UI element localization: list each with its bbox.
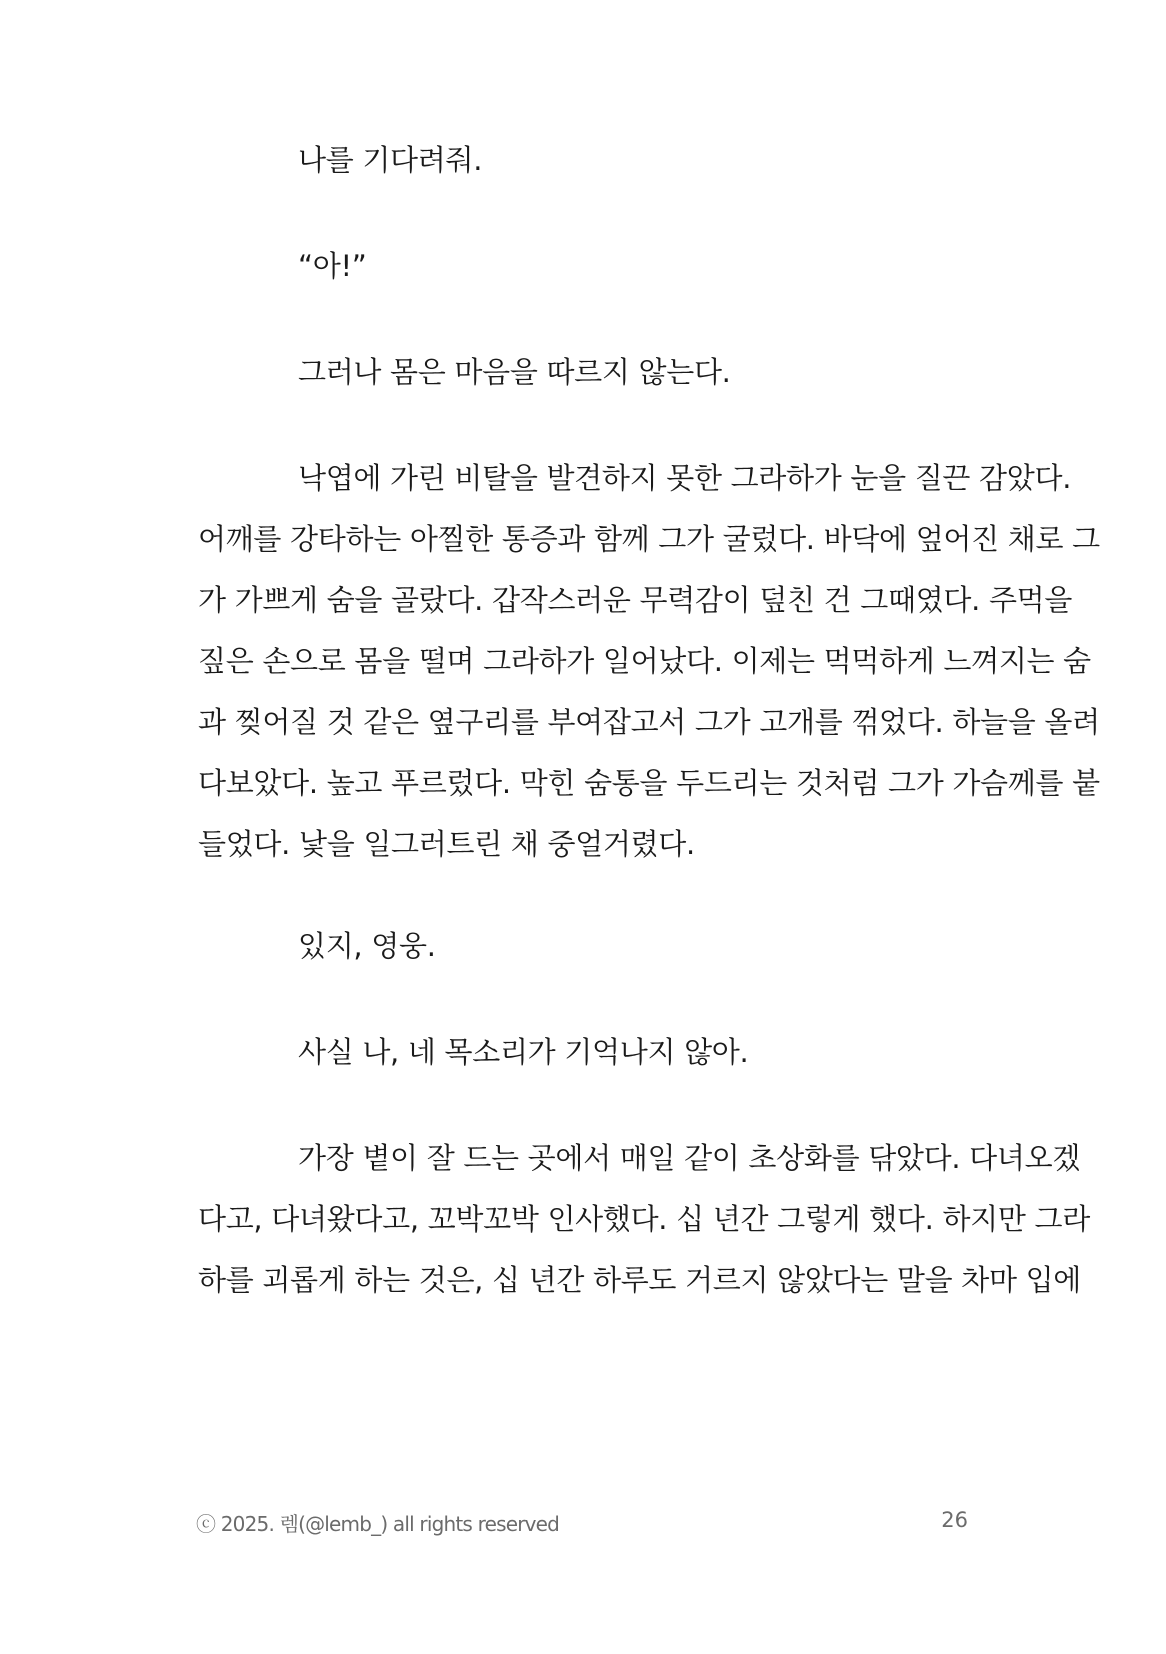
body-line: 낙엽에 가린 비탈을 발견하지 못한 그라하가 눈을 질끈 감았다.	[298, 461, 1072, 495]
body-line: 짚은 손으로 몸을 떨며 그라하가 일어났다. 이제는 먹먹하게 느껴지는 숨	[198, 644, 1091, 678]
body-line: 사실 나, 네 목소리가 기억나지 않아.	[298, 1035, 749, 1069]
copyright-notice: ⓒ 2025. 렘(@lemb_) all rights reserved	[196, 1512, 560, 1536]
body-line: 어깨를 강타하는 아찔한 통증과 함께 그가 굴렀다. 바닥에 엎어진 채로 그	[198, 522, 1100, 556]
body-line: 다고, 다녀왔다고, 꼬박꼬박 인사했다. 십 년간 그렇게 했다. 하지만 그라	[198, 1202, 1090, 1236]
page-number: 26	[941, 1508, 968, 1532]
body-line: 가 가쁘게 숨을 골랐다. 갑작스러운 무력감이 덮친 건 그때였다. 주먹을	[198, 583, 1073, 617]
body-line: 과 찢어질 것 같은 옆구리를 부여잡고서 그가 고개를 꺾었다. 하늘을 올려	[198, 705, 1100, 739]
body-line: “아!”	[298, 249, 367, 283]
body-line: 있지, 영웅.	[298, 929, 436, 963]
body-line: 가장 볕이 잘 드는 곳에서 매일 같이 초상화를 닦았다. 다녀오겠	[298, 1141, 1081, 1175]
body-line: 그러나 몸은 마음을 따르지 않는다.	[298, 355, 731, 389]
body-line: 나를 기다려줘.	[298, 143, 483, 177]
body-line: 다보았다. 높고 푸르렀다. 막힌 숨통을 두드리는 것처럼 그가 가슴께를 붙	[198, 766, 1100, 800]
body-line: 들었다. 낯을 일그러트린 채 중얼거렸다.	[198, 827, 695, 861]
body-line: 하를 괴롭게 하는 것은, 십 년간 하루도 거르지 않았다는 말을 차마 입에	[198, 1263, 1082, 1297]
